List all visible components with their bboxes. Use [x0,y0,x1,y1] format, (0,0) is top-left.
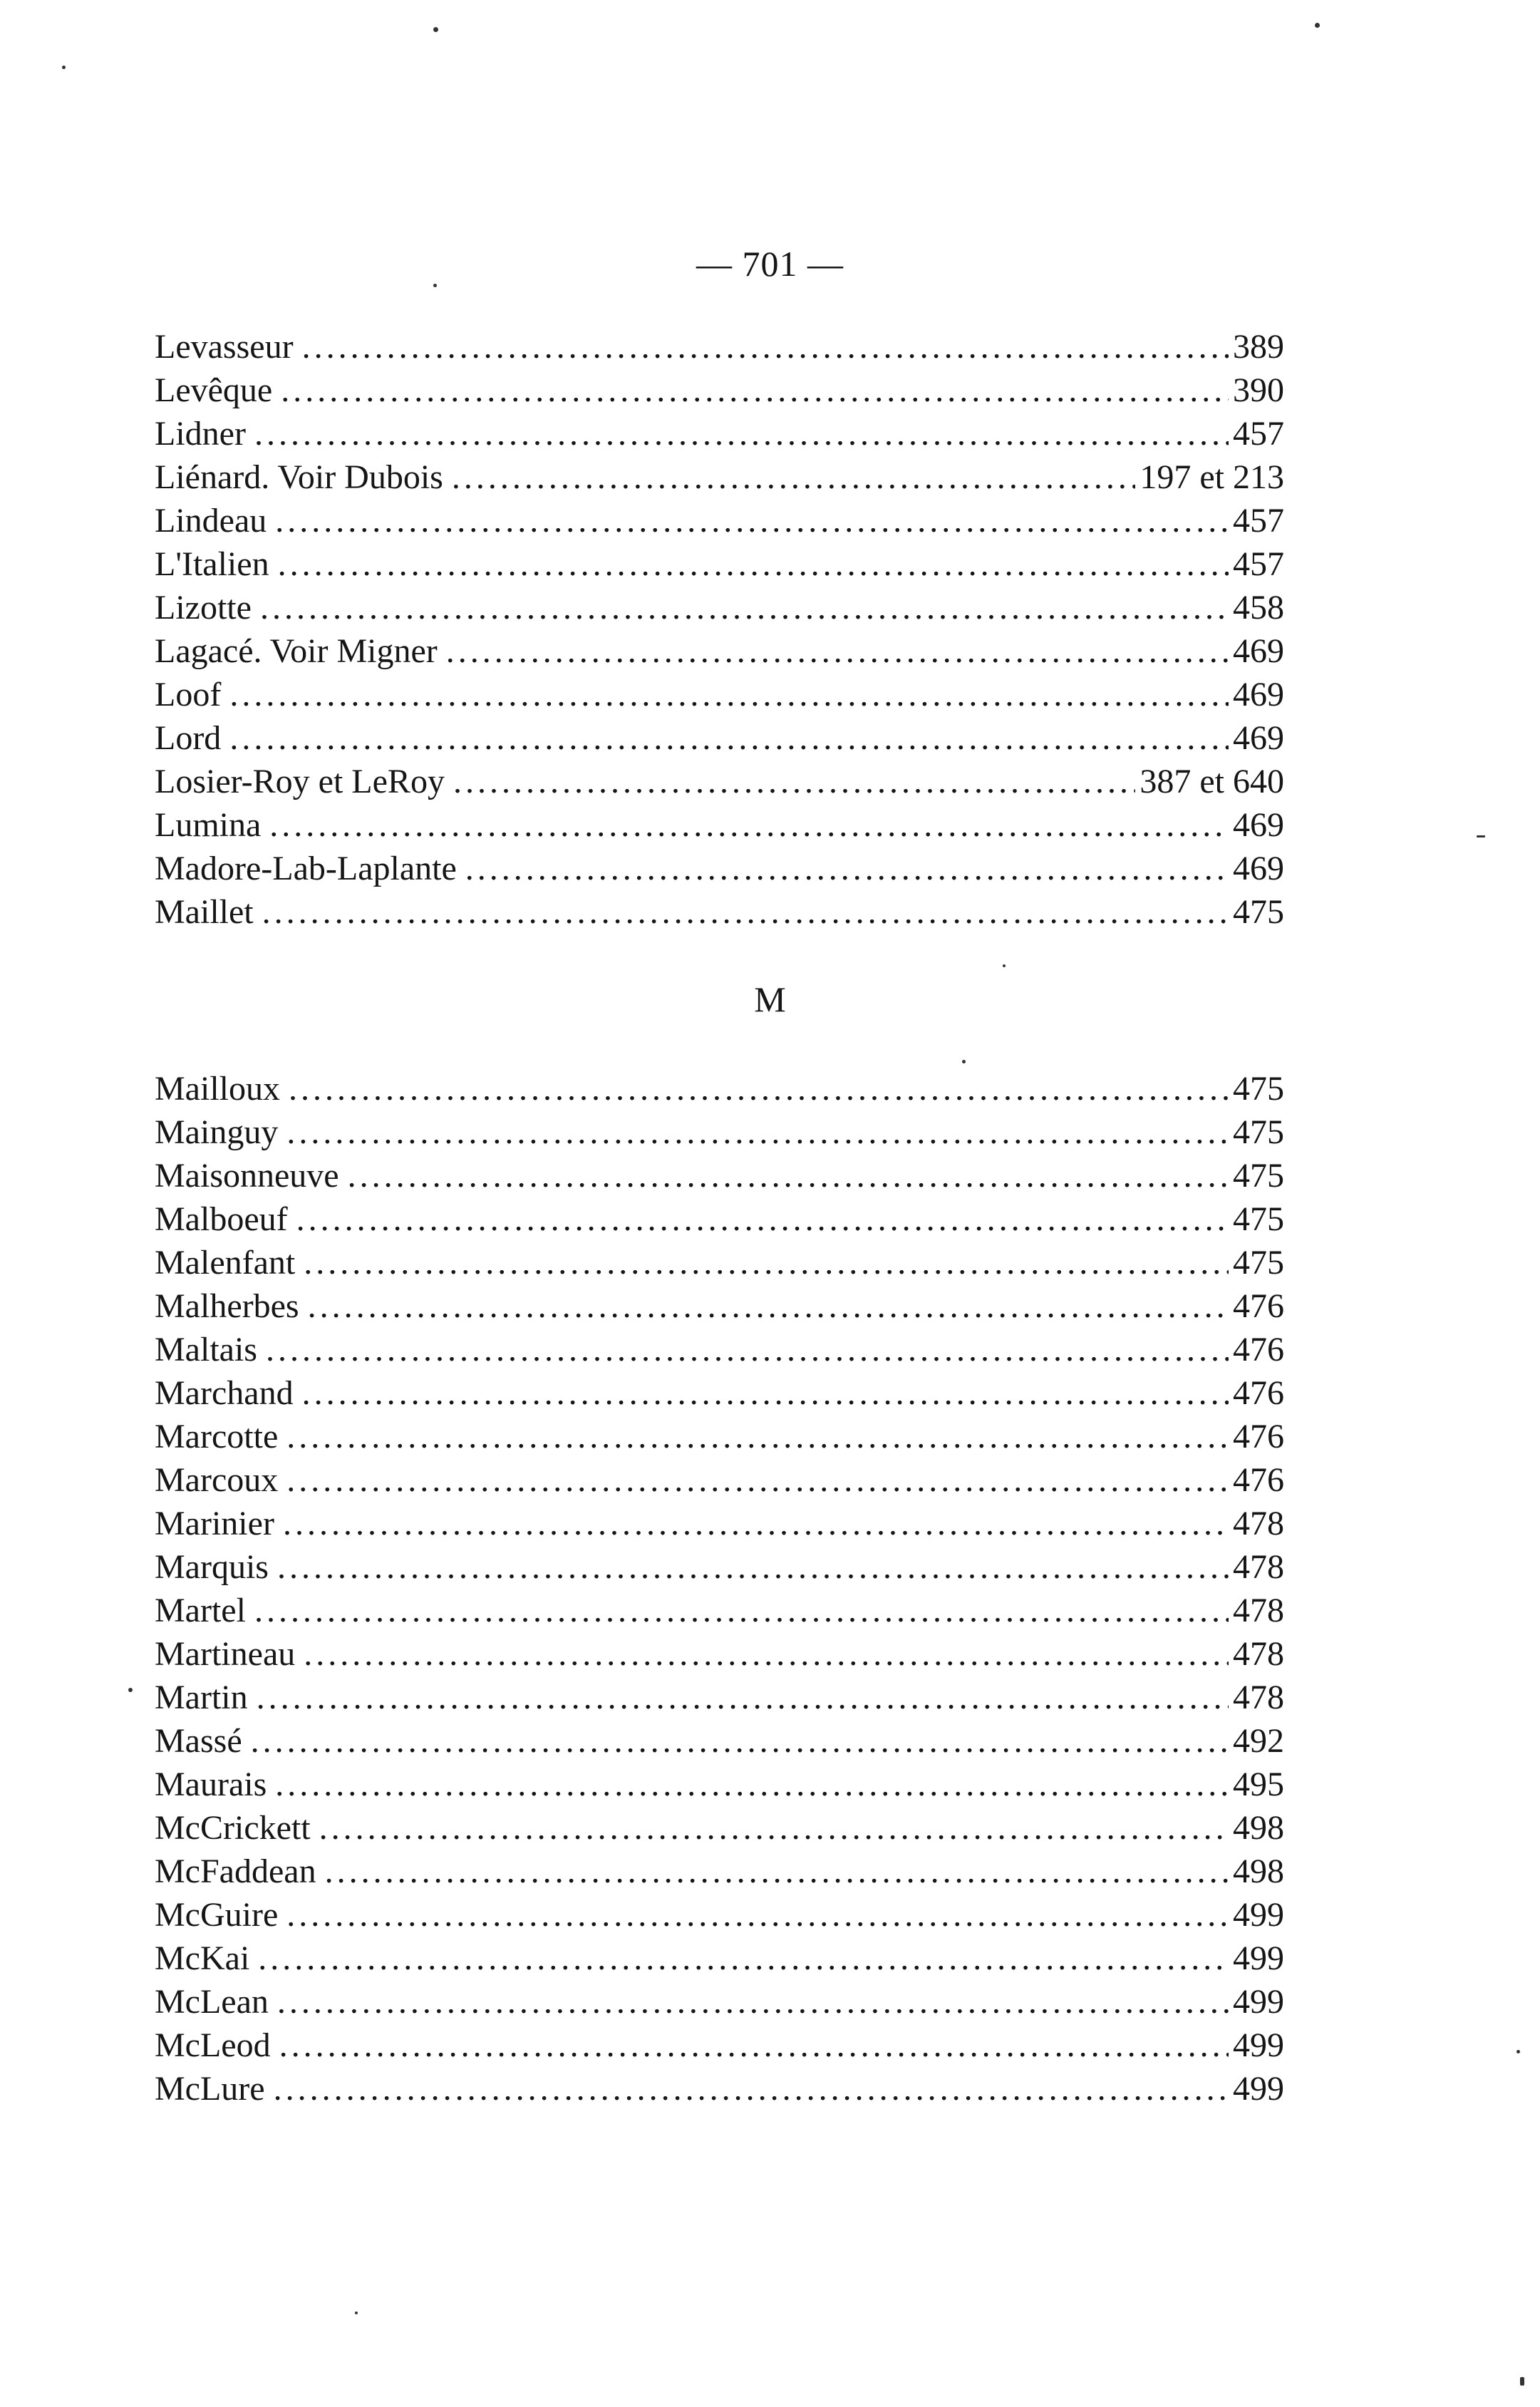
index-entry [155,673,1284,716]
dot-leader [302,1371,1229,1415]
entry-page: 457 [1233,502,1284,540]
dot-leader [325,1850,1229,1893]
dot-leader [229,716,1229,760]
entry-page: 498 [1233,1809,1284,1847]
index-entry [155,716,1284,760]
entry-name: Levêque [155,371,273,409]
entry-page: 387 et 640 [1140,763,1284,800]
scan-speck [355,2311,358,2314]
entry-page: 457 [1233,415,1284,453]
index-entry [155,412,1284,455]
index-entry [155,368,1284,412]
dot-leader [275,1763,1229,1806]
index-entry [155,847,1284,890]
entry-name: McGuire [155,1896,279,1934]
entry-page: 476 [1233,1331,1284,1369]
entry-page: 492 [1233,1722,1284,1760]
dot-leader [304,1241,1229,1284]
index-entry [155,803,1284,847]
index-entry [155,1110,1284,1154]
entry-name: Martel [155,1592,246,1629]
entry-name: Levasseur [155,328,294,366]
entry-name: Lindeau [155,502,267,540]
scan-speck [433,284,437,287]
entry-page: 457 [1233,545,1284,583]
scan-speck [1516,2050,1520,2053]
index-entry [155,890,1284,934]
entry-name: Lagacé. Voir Migner [155,632,438,670]
entry-page: 495 [1233,1766,1284,1803]
dot-leader [281,368,1229,412]
index-entry [155,1719,1284,1763]
entry-name: Marinier [155,1505,274,1542]
entry-page: 478 [1233,1592,1284,1629]
index-entry [155,760,1284,803]
entry-page: 475 [1233,1244,1284,1282]
index-entry [155,1067,1284,1110]
entry-name: Marcoux [155,1461,279,1499]
entry-page: 476 [1233,1374,1284,1412]
index-entry [155,455,1284,499]
entry-name: McLean [155,1983,269,2021]
dot-leader [289,1067,1229,1110]
scan-speck [1520,2377,1524,2386]
scan-speck [433,27,438,32]
entry-name: Losier-Roy et LeRoy [155,763,445,800]
index-entry [155,1371,1284,1415]
entry-name: Lidner [155,415,246,453]
entry-name: Maillet [155,893,254,931]
entry-page: 478 [1233,1679,1284,1716]
entry-name: Marcotte [155,1418,279,1455]
dot-leader [296,1197,1229,1241]
index-entry [155,1284,1284,1328]
entry-name: McFaddean [155,1852,316,1890]
dot-leader [286,1893,1229,1937]
entry-page: 476 [1233,1461,1284,1499]
dot-leader [465,847,1229,890]
index-entry [155,325,1284,368]
entry-name: Lord [155,719,222,757]
dot-leader [279,2024,1229,2067]
index-entry [155,1893,1284,1937]
scan-speck [962,1060,966,1063]
entry-name: Madore-Lab-Laplante [155,850,457,887]
dot-leader [262,890,1229,934]
dot-leader [274,2067,1229,2110]
entry-page: 499 [1233,1983,1284,2021]
entry-page: 475 [1233,1113,1284,1151]
entry-name: Lizotte [155,589,252,627]
entry-page: 390 [1233,371,1284,409]
entry-page: 475 [1233,1157,1284,1195]
dot-leader [286,1458,1229,1502]
entry-name: Lumina [155,806,262,844]
index-entry [155,629,1284,673]
entry-name: Malboeuf [155,1200,288,1238]
dot-leader [258,1937,1229,1980]
scan-speck [1003,964,1006,967]
entry-page: 475 [1233,1070,1284,1108]
entry-page: 469 [1233,676,1284,713]
scan-speck [128,1688,133,1692]
dot-leader [304,1632,1229,1676]
entry-name: Malenfant [155,1244,296,1282]
entry-name: McKai [155,1939,250,1977]
entry-name: Maurais [155,1766,267,1803]
scan-speck [62,66,66,69]
index-entry [155,542,1284,586]
entry-page: 458 [1233,589,1284,627]
entry-name: Marquis [155,1548,269,1586]
entry-page: 478 [1233,1548,1284,1586]
dot-leader [254,412,1229,455]
index-entry [155,1458,1284,1502]
index-entry [155,1241,1284,1284]
index-entry [155,1415,1284,1458]
entry-page: 499 [1233,1939,1284,1977]
entry-name: Mainguy [155,1113,279,1151]
index-list-m [155,1067,1284,2110]
entry-name: Maisonneuve [155,1157,339,1195]
entry-name: McLeod [155,2026,271,2064]
dot-leader [229,673,1229,716]
entry-page: 476 [1233,1418,1284,1455]
entry-name: Loof [155,676,222,713]
dot-leader [275,499,1229,542]
dot-leader [251,1719,1229,1763]
section-letter: M [754,979,786,1019]
index-entry [155,1937,1284,1980]
entry-name: McCrickett [155,1809,311,1847]
entry-page: 469 [1233,850,1284,887]
entry-page: 469 [1233,632,1284,670]
index-entry [155,1763,1284,1806]
dot-leader [277,1545,1229,1589]
dot-leader [286,1415,1229,1458]
entry-page: 478 [1233,1505,1284,1542]
index-entry [155,1545,1284,1589]
dot-leader [302,325,1229,368]
dot-leader [254,1589,1229,1632]
entry-page: 475 [1233,1200,1284,1238]
entry-name: L'Italien [155,545,269,583]
index-entry [155,1589,1284,1632]
index-entry [155,1676,1284,1719]
entry-name: Maltais [155,1331,257,1369]
entry-page: 499 [1233,2026,1284,2064]
dot-leader [283,1502,1229,1545]
entry-name: Liénard. Voir Dubois [155,458,443,496]
index-entry [155,586,1284,629]
entry-name: Malherbes [155,1287,299,1325]
index-entry [155,1850,1284,1893]
entry-page: 469 [1233,806,1284,844]
scan-speck [1315,23,1320,28]
entry-page: 499 [1233,1896,1284,1934]
index-entry [155,1980,1284,2024]
index-entry [155,1197,1284,1241]
dot-leader [453,760,1135,803]
entry-page: 476 [1233,1287,1284,1325]
entry-name: McLure [155,2070,265,2108]
index-entry [155,1328,1284,1371]
dot-leader [452,455,1136,499]
dot-leader [308,1284,1229,1328]
index-list-l [155,325,1284,934]
entry-page: 478 [1233,1635,1284,1673]
scan-speck [1477,835,1485,837]
entry-page: 197 et 213 [1140,458,1284,496]
dot-leader [319,1806,1229,1850]
dot-leader [348,1154,1229,1197]
entry-name: Martin [155,1679,248,1716]
page-number: — 701 — [696,244,844,284]
entry-page: 499 [1233,2070,1284,2108]
entry-page: 469 [1233,719,1284,757]
dot-leader [286,1110,1229,1154]
entry-page: 389 [1233,328,1284,366]
index-entry [155,499,1284,542]
entry-name: Massé [155,1722,242,1760]
entry-name: Martineau [155,1635,296,1673]
index-entry [155,1632,1284,1676]
entry-page: 475 [1233,893,1284,931]
dot-leader [446,629,1229,673]
entry-name: Mailloux [155,1070,280,1108]
index-entry [155,2067,1284,2110]
dot-leader [269,803,1229,847]
entry-page: 498 [1233,1852,1284,1890]
dot-leader [278,542,1229,586]
index-entry [155,1806,1284,1850]
dot-leader [260,586,1229,629]
dot-leader [257,1676,1229,1719]
dot-leader [266,1328,1229,1371]
index-entry [155,1502,1284,1545]
entry-name: Marchand [155,1374,294,1412]
dot-leader [277,1980,1229,2024]
index-entry [155,2024,1284,2067]
index-entry [155,1154,1284,1197]
